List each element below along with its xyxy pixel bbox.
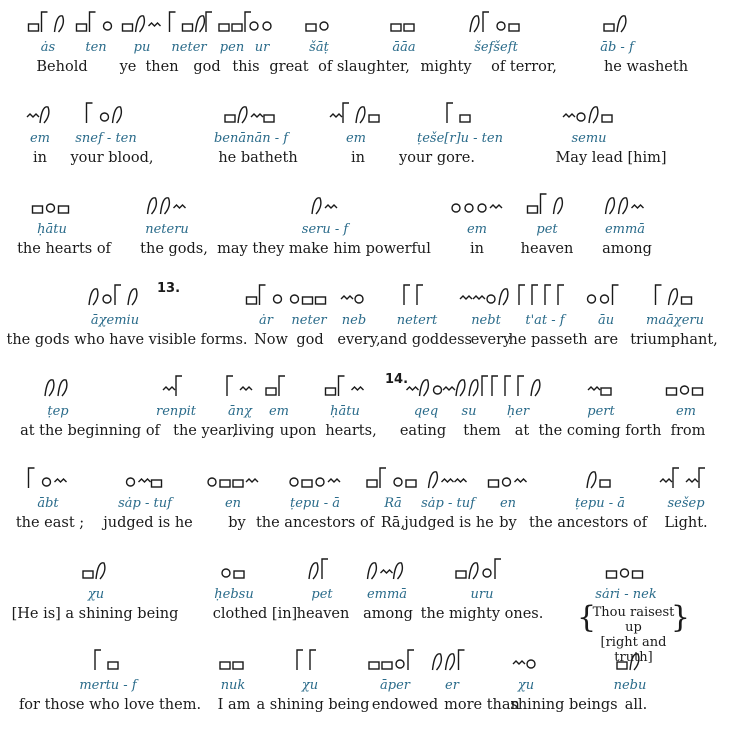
text-line-3 [0,184,736,276]
translation: of terror, [491,59,557,75]
transliteration: neb [341,313,367,328]
translation: a shining being [256,697,370,713]
translation: judged is he [103,515,193,531]
transliteration: ṭepu - ā [289,496,341,511]
translation: at the beginning of [20,423,160,439]
translation: Light. [664,515,708,531]
translation: then [145,59,179,75]
transliteration: χu [301,678,319,693]
transliteration: χu [87,587,105,602]
translation: more than [444,697,520,713]
transliteration: sȧri - nek [595,587,657,602]
translation: by [228,515,246,531]
translation: heaven [296,606,350,622]
translation: clothed [in] [212,606,298,622]
transliteration: er [445,678,459,693]
translation: ye [119,59,137,75]
transliteration: semu [571,131,607,146]
translation: Now [254,332,288,348]
transliteration: ānχ [227,404,253,419]
transliteration: ābt [37,496,59,511]
hieroglyph-group [30,2,70,36]
translation: god [193,59,221,75]
translation: the hearts of [17,241,111,257]
translation: of slaughter, [318,59,410,75]
transliteration: ḥātu [37,222,67,237]
transliteration: ḥātu [330,404,360,419]
translation: every [470,332,512,348]
translation: all. [624,697,648,713]
transliteration: ṭepu - ā [574,496,626,511]
translation: the ancestors of [528,515,648,531]
text-line-5 [0,366,736,458]
translation: the ancestors of [255,515,375,531]
translation: mighty [420,59,472,75]
transliteration: snef - ten [75,131,137,146]
text-line-2 [0,93,736,185]
transliteration: ȧs [40,40,56,55]
transliteration: neteru [145,222,189,237]
translation: from [670,423,706,439]
transliteration: āāa [392,40,416,55]
translation: them [463,423,501,439]
translation: the gods, [140,241,208,257]
translation: eating [399,423,447,439]
transliteration: mertu - f [79,678,137,693]
translation: are [593,332,619,348]
transliteration: āχemiu [90,313,140,328]
transliteration: pet [536,222,558,237]
transliteration: ḥer [506,404,530,419]
translation: god [296,332,324,348]
translation: heaven [520,241,574,257]
transliteration: emmā [604,222,646,237]
transliteration: pert [587,404,615,419]
translation: for those who love them. [18,697,202,713]
translation: the east ; [15,515,85,531]
transliteration: nebt [471,313,501,328]
transliteration: qeq [413,404,439,419]
translation: [He is] a shining being [11,606,179,622]
translation: the year, [173,423,237,439]
transliteration: ṭeše[r]u - ten [417,131,503,146]
section-number: 13. [157,281,181,296]
transliteration: netert [396,313,438,328]
transliteration: ḥebsu [214,587,254,602]
transliteration: āu [597,313,615,328]
transliteration: sešep [667,496,705,511]
transliteration: su [461,404,477,419]
transliteration: nebu [613,678,647,693]
transliteration: šefšeft [474,40,518,55]
note-line: [right and truth] [600,635,667,665]
transliteration: em [466,222,488,237]
transliteration: emmā [366,587,408,602]
translation: judged is he [404,515,494,531]
transliteration: sȧp - tuf [421,496,475,511]
text-line-1 [0,2,736,94]
transliteration: benānān - f [213,131,289,146]
translation: he passeth [508,332,588,348]
transliteration: pu [133,40,151,55]
transliteration: ten [85,40,107,55]
transliteration: uru [470,587,494,602]
translation: hearts, [325,423,377,439]
transliteration: sȧp - tuf [118,496,172,511]
transliteration: āb - f [600,40,634,55]
translation: the gods who have visible forms. [6,332,248,348]
translation: shining beings [510,697,618,713]
transliteration: em [268,404,290,419]
note-line: { Thou raisest up [592,605,675,635]
transliteration: šāṭ [309,40,329,55]
translation: triumphant, [630,332,718,348]
transliteration: χu [517,678,535,693]
translation: in [470,241,484,257]
translation: at [514,423,530,439]
translation: living [233,423,275,439]
translation: may they make him powerful [217,241,431,257]
transliteration: em [675,404,697,419]
translation: your blood, [70,150,154,166]
translation: among [363,606,413,622]
transliteration: maāχeru [646,313,704,328]
translation: Behold [36,59,88,75]
translation: in [351,150,365,166]
transliteration: pet [311,587,333,602]
transliteration: pen [219,40,245,55]
transliteration: nuk [220,678,246,693]
text-line-4 [0,275,736,367]
transliteration: ur [254,40,270,55]
transliteration: seru - f [301,222,349,237]
transliteration: Rā [384,496,402,511]
translation: he batheth [218,150,298,166]
translation: in [33,150,47,166]
translation: every, [337,332,381,348]
translation: Rā, [380,515,406,531]
transliteration: en [499,496,517,511]
transliteration: renpit [156,404,196,419]
transliteration: em [29,131,51,146]
translation: among [602,241,652,257]
translation: your gore. [399,150,475,166]
text-line-6 [0,458,736,550]
section-number: 14. [385,372,409,387]
translation: and goddess [380,332,472,348]
translation: May lead [him] [555,150,667,166]
transliteration: āper [380,678,410,693]
text-line-7 [0,549,736,665]
transliteration: t'at - f [525,313,565,328]
translation: by [499,515,517,531]
transliteration: em [345,131,367,146]
transliteration: ṭep [47,404,69,419]
transliteration: ȧr [259,313,273,328]
translation: upon [279,423,317,439]
transliteration: en [224,496,242,511]
translation: he washeth [603,59,689,75]
translation: the coming forth [538,423,662,439]
translation: great [269,59,309,75]
translation: I am [217,697,251,713]
translation: endowed [371,697,439,713]
translation: this [232,59,260,75]
text-line-8 [0,640,736,732]
transliteration: neter [171,40,207,55]
transliteration: neter [291,313,327,328]
translation: the mighty ones. [420,606,544,622]
